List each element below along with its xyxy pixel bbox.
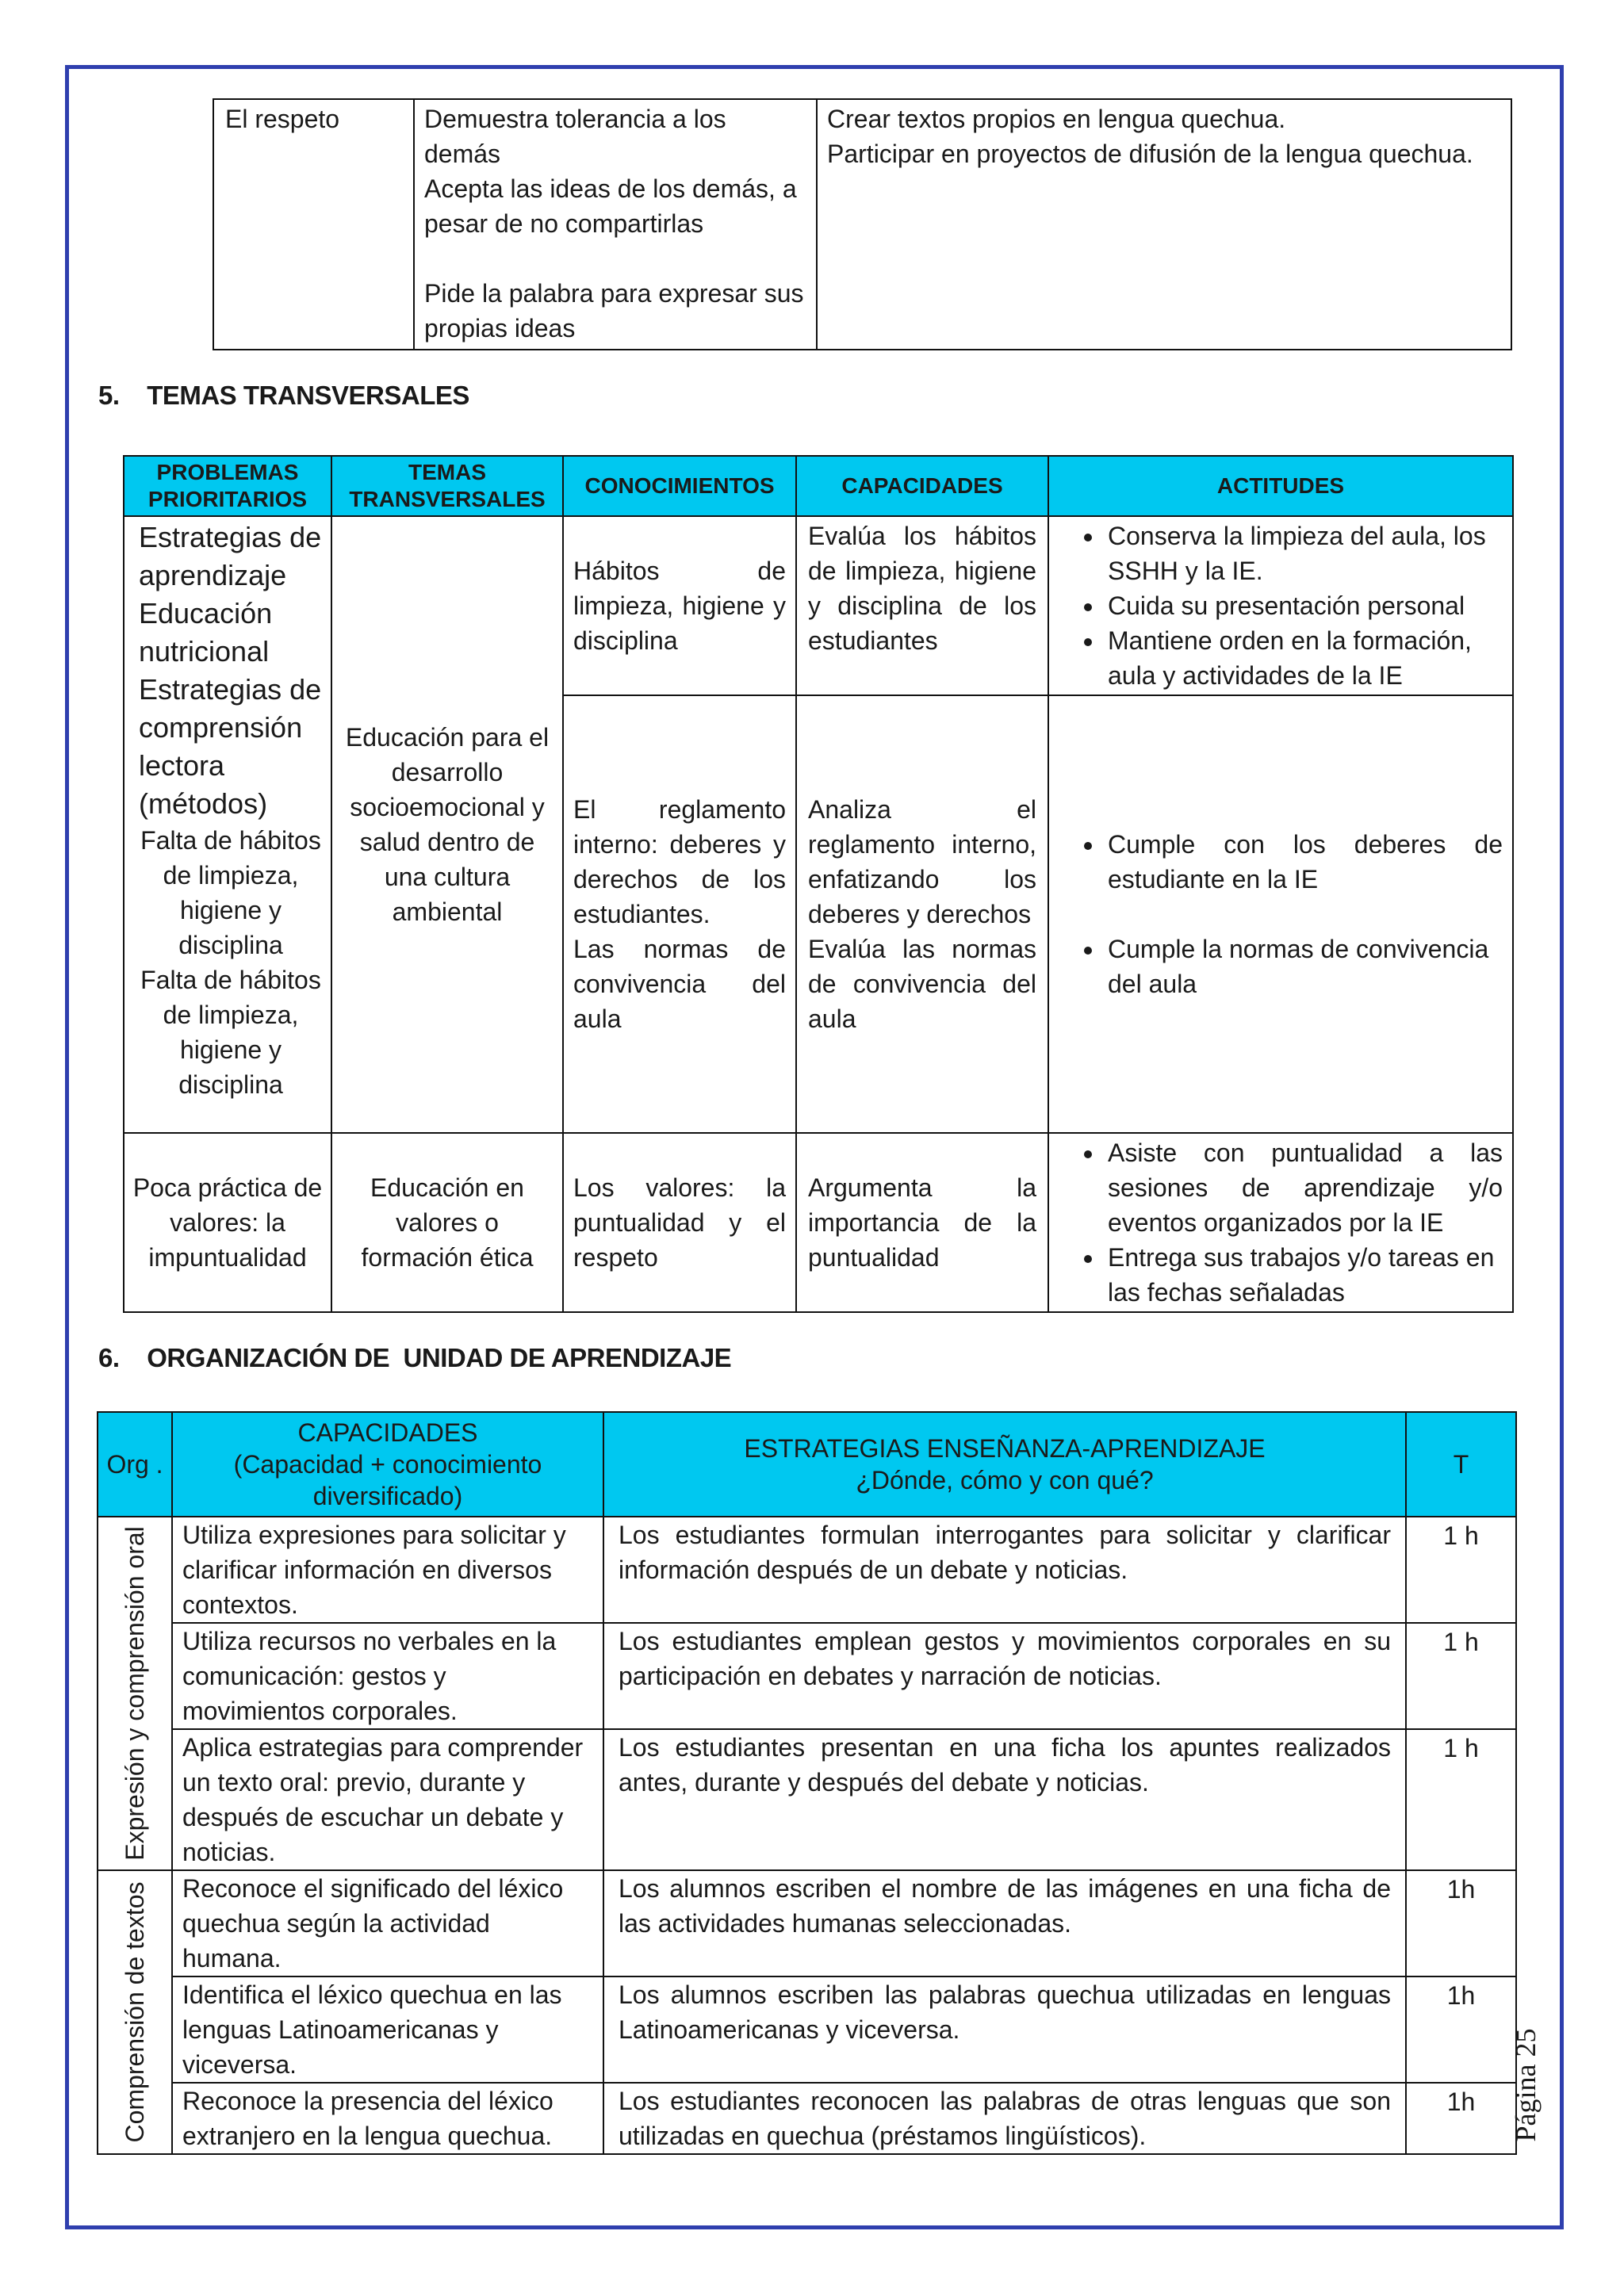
header-estrategias <box>603 1412 1406 1517</box>
strategy-cell: Los estudiantes formulan interrogantes para solicitar y clarificar información después de un debate y noticias. <box>603 1517 1406 1623</box>
header-knowledge: CONOCIMIENTOS <box>563 456 796 516</box>
strategy-cell: Los estudiantes emplean gestos y movimientos corporales en su participación en debates y narración de noticias. <box>603 1623 1406 1729</box>
knowledge-cell: Los valores: la puntualidad y el respeto <box>563 1133 796 1312</box>
problem-line: Educación nutricional <box>139 597 273 668</box>
attitude-item: • Conserva la limpieza del aula, los SSHH y la IE. <box>1105 519 1503 588</box>
group-label: Comprensión de textos <box>121 1881 149 2143</box>
time-cell: 1h <box>1406 1976 1516 2083</box>
values-table <box>213 98 1512 350</box>
capacity-cell: Reconoce el significado del léxico quechua según la actividad humana. <box>172 1870 603 1976</box>
attitudes-cell <box>1048 695 1513 1133</box>
header-problems: PROBLEMAS PRIORITARIOS <box>124 456 331 516</box>
capacity-cell: Utiliza expresiones para solicitar y clarificar información en diversos contextos. <box>172 1517 603 1623</box>
group-label-cell <box>98 1517 172 1870</box>
topic-cell: Educación en valores o formación ética <box>331 1133 563 1312</box>
capacity-line: Evalúa las normas de convivencia del aula <box>808 935 1036 1033</box>
attitude-line: Demuestra tolerancia a los demás <box>424 105 726 168</box>
time-cell: 1 h <box>1406 1517 1516 1623</box>
page-number-text: Página 25 <box>1510 2028 1542 2142</box>
strategy-cell: Los estudiantes presentan en una ficha los apuntes realizados antes, durante y después del debate y noticias. <box>603 1729 1406 1870</box>
transversal-topics-table <box>123 455 1514 1313</box>
attitude-item: • Asiste con puntualidad a las sesiones de aprendizaje y/o eventos organizados por la IE <box>1105 1135 1503 1240</box>
attitude-item: • Cuida su presentación personal <box>1105 588 1503 623</box>
capacity-cell: Aplica estrategias para comprender un texto oral: previo, durante y después de escuchar un debate y noticias. <box>172 1729 603 1870</box>
problem-cell: Poca práctica de valores: la impuntualidad <box>124 1133 331 1312</box>
capacity-cell: Evalúa los hábitos de limpieza, higiene y disciplina de los estudiantes <box>796 516 1048 695</box>
knowledge-line: El reglamento interno: deberes y derechos de los estudiantes. <box>573 795 786 928</box>
attitude-line: Pide la palabra para expresar sus propias ideas <box>424 279 804 342</box>
problem-line: Estrategias de comprensión lectora (métodos) <box>139 673 322 820</box>
problem-line: Falta de hábitos de limpieza, higiene y disciplina <box>140 826 321 959</box>
knowledge-line: Las normas de convivencia del aula <box>573 935 786 1033</box>
value-attitudes <box>414 99 817 350</box>
header-line: ¿Dónde, cómo y con qué? <box>856 1466 1154 1494</box>
header-line: ESTRATEGIAS ENSEÑANZA-APRENDIZAJE <box>744 1434 1266 1463</box>
header-org: Org . <box>98 1412 172 1517</box>
attitude-item: • Entrega sus trabajos y/o tareas en las fechas señaladas <box>1105 1240 1503 1310</box>
group-label: Expresión y comprensión oral <box>121 1526 149 1861</box>
strategy-cell: Los estudiantes reconocen las palabras de otras lenguas que son utilizadas en quechua (préstamos lingüísticos). <box>603 2083 1406 2154</box>
value-goals <box>817 99 1511 350</box>
time-cell: 1h <box>1406 1870 1516 1976</box>
capacity-cell <box>796 695 1048 1133</box>
header-topics: TEMAS TRANSVERSALES <box>331 456 563 516</box>
time-cell: 1 h <box>1406 1623 1516 1729</box>
group-label-cell <box>98 1870 172 2154</box>
header-capacidades <box>172 1412 603 1517</box>
knowledge-cell: Hábitos de limpieza, higiene y disciplina <box>563 516 796 695</box>
attitude-item: • Mantiene orden en la formación, aula y actividades de la IE <box>1105 623 1503 693</box>
knowledge-cell <box>563 695 796 1133</box>
problem-line: Estrategias de aprendizaje <box>139 521 322 591</box>
header-line: (Capacidad + conocimiento diversificado) <box>233 1450 542 1510</box>
problem-line: Falta de hábitos de limpieza, higiene y disciplina <box>140 966 321 1099</box>
time-cell: 1h <box>1406 2083 1516 2154</box>
capacity-cell: Identifica el léxico quechua en las lenguas Latinoamericanas y viceversa. <box>172 1976 603 2083</box>
strategy-cell: Los alumnos escriben el nombre de las imágenes en una ficha de las actividades humanas seleccionadas. <box>603 1870 1406 1976</box>
capacity-cell: Reconoce la presencia del léxico extranjero en la lengua quechua. <box>172 2083 603 2154</box>
header-attitudes: ACTITUDES <box>1048 456 1513 516</box>
header-line: CAPACIDADES <box>297 1418 478 1447</box>
header-time: T <box>1406 1412 1516 1517</box>
time-cell: 1 h <box>1406 1729 1516 1870</box>
value-name: El respeto <box>213 99 414 350</box>
strategy-cell: Los alumnos escriben las palabras quechua utilizadas en lenguas Latinoamericanas y viceversa. <box>603 1976 1406 2083</box>
goal-line: Participar en proyectos de difusión de la lengua quechua. <box>827 140 1473 168</box>
page-number <box>1502 2002 1549 2168</box>
section-6-title: 6. ORGANIZACIÓN DE UNIDAD DE APRENDIZAJE <box>98 1343 732 1372</box>
attitude-item: • Cumple la normas de convivencia del aula <box>1105 932 1503 1001</box>
goal-line: Crear textos propios en lengua quechua. <box>827 105 1286 133</box>
topic-cell: Educación para el desarrollo socioemocional y salud dentro de una cultura ambiental <box>331 516 563 1133</box>
attitudes-cell <box>1048 516 1513 695</box>
capacity-cell: Argumenta la importancia de la puntualidad <box>796 1133 1048 1312</box>
attitude-item: • Cumple con los deberes de estudiante en la IE <box>1105 827 1503 897</box>
problems-cell <box>124 516 331 1133</box>
section-5-title: 5. TEMAS TRANSVERSALES <box>98 381 469 410</box>
capacity-cell: Utiliza recursos no verbales en la comunicación: gestos y movimientos corporales. <box>172 1623 603 1729</box>
attitudes-cell <box>1048 1133 1513 1312</box>
learning-unit-table <box>97 1411 1517 2155</box>
header-capacities: CAPACIDADES <box>796 456 1048 516</box>
attitude-line: Acepta las ideas de los demás, a pesar de no compartirlas <box>424 174 797 238</box>
capacity-line: Analiza el reglamento interno, enfatizando los deberes y derechos <box>808 795 1036 928</box>
